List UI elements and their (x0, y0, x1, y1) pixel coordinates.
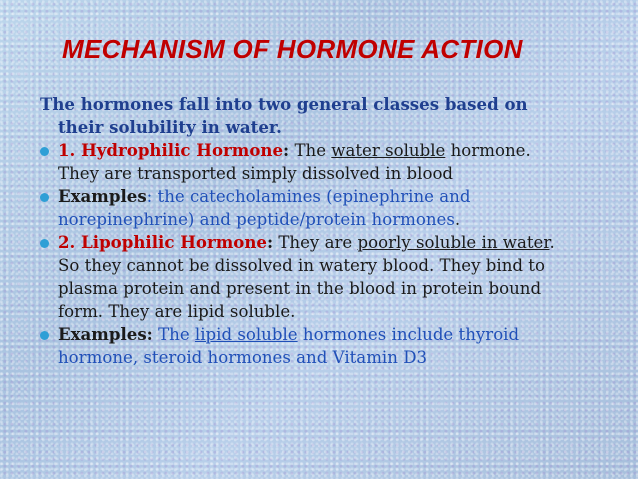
bullet-dot-icon (40, 193, 49, 202)
bullet-dot-icon (40, 147, 49, 156)
lipophilic-line-2: So they cannot be dissolved in watery blood. They bind to (58, 256, 545, 275)
water-soluble-term: water soluble (331, 141, 446, 160)
bullet-hydrophilic (40, 139, 620, 185)
lipid-text-post: hormones include thyroid (297, 325, 520, 344)
examples-lipid-label: Examples: (58, 324, 153, 344)
examples-text-line-1: the catecholamines (epinephrine and (152, 187, 471, 206)
bullet-dot-icon (40, 331, 49, 340)
lipophilic-text-post: . (549, 233, 555, 252)
hydrophilic-colon: : (283, 140, 290, 160)
slide-title: MECHANISM OF HORMONE ACTION (62, 34, 523, 64)
bullet-lipophilic (40, 231, 620, 323)
bullet-examples-hydrophilic (40, 185, 620, 231)
lipophilic-text-pre: They are (273, 233, 358, 252)
bullet-examples-lipophilic (40, 323, 620, 369)
intro-line-2: their solubility in water. (58, 117, 282, 137)
intro-paragraph (40, 93, 620, 139)
hydrophilic-line-2: They are transported simply dissolved in blood (58, 164, 454, 183)
bullet-dot-icon (40, 239, 49, 248)
examples-label: Examples (58, 186, 147, 206)
lipid-line-2: hormone, steroid hormones and Vitamin D3 (58, 348, 428, 367)
lipophilic-line-4: form. They are lipid soluble. (58, 302, 296, 321)
lipid-text-pre: The (152, 325, 195, 344)
lipid-soluble-term: lipid soluble (194, 325, 298, 344)
examples-period: . (454, 210, 461, 229)
hydrophilic-text-pre: The (289, 141, 332, 160)
examples-colon: : (146, 187, 153, 206)
lipophilic-label: 2. Lipophilic Hormone (58, 232, 267, 252)
slide-body (40, 93, 620, 369)
hydrophilic-text-post: hormone. (445, 141, 531, 160)
lipophilic-colon: : (266, 232, 274, 252)
lipophilic-line-3: plasma protein and present in the blood in protein bound (58, 279, 542, 298)
poorly-soluble-term: poorly soluble in water (357, 233, 550, 252)
examples-text-line-2: norepinephrine) and peptide/protein hormones (58, 210, 455, 229)
hydrophilic-label: 1. Hydrophilic Hormone (58, 140, 284, 160)
intro-line-1: The hormones fall into two general classes based on (40, 94, 528, 114)
